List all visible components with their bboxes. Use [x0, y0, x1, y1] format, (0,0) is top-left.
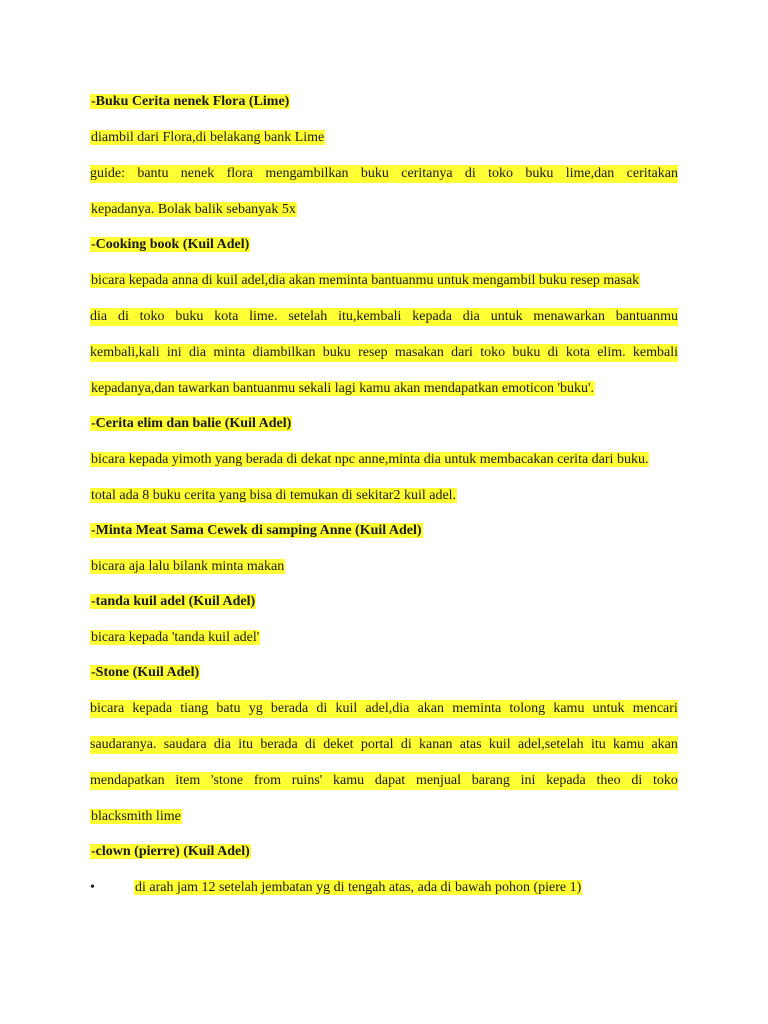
word: theo: [596, 773, 621, 788]
word: kuil: [335, 701, 358, 716]
text-line-justified: [90, 308, 678, 326]
word: kamu: [553, 701, 585, 716]
word: toko: [652, 773, 678, 788]
word: ceritanya: [401, 166, 453, 181]
word: setelah: [288, 309, 328, 324]
word: atas: [459, 737, 482, 752]
word: di: [305, 737, 316, 752]
word: batu: [216, 701, 241, 716]
text-line: kepadanya,dan tawarkan bantuanmu sekali lagi kamu akan mendapatkan emoticon 'buku'.: [91, 381, 595, 396]
word: kembali,kali: [90, 345, 160, 360]
word: tiang: [180, 701, 209, 716]
text-line-justified: [90, 344, 678, 362]
word: di: [400, 737, 412, 752]
word: yg: [248, 701, 263, 716]
text-line: bicara kepada yimoth yang berada di dekat npc anne,minta dia untuk membacakan cerita dari buku.: [91, 452, 649, 467]
word: di: [464, 166, 476, 181]
word: diambilkan: [252, 345, 316, 360]
word: dia: [90, 309, 108, 324]
word: from: [253, 773, 282, 788]
section-heading: -tanda kuil adel (Kuil Adel): [91, 594, 256, 609]
word: mencari: [632, 701, 678, 716]
word: itu: [590, 737, 606, 752]
word: toko: [139, 309, 165, 324]
word: kepada: [412, 309, 452, 324]
bullet-item-text: di arah jam 12 setelah jembatan yg di tengah atas, ada di bawah pohon (piere 1): [135, 880, 582, 895]
word: buku: [175, 309, 204, 324]
word: kuil: [488, 737, 511, 752]
word: berada: [260, 737, 298, 752]
word: mengambilkan: [265, 166, 349, 181]
section-heading: -Cooking book (Kuil Adel): [91, 237, 250, 252]
word: kamu: [613, 737, 645, 752]
word: 'stone: [211, 773, 244, 788]
word: kanan: [419, 737, 453, 752]
section-heading: -Cerita elim dan balie (Kuil Adel): [91, 416, 292, 431]
word: itu: [238, 737, 254, 752]
word: dia: [213, 737, 231, 752]
word: di: [316, 701, 328, 716]
word: dia: [462, 309, 480, 324]
word: barang: [471, 773, 510, 788]
word: di: [117, 309, 129, 324]
section-heading: -Buku Cerita nenek Flora (Lime): [91, 94, 290, 109]
word: toko: [480, 345, 506, 360]
word: mendapatkan: [90, 773, 165, 788]
word: untuk: [490, 309, 523, 324]
word: lime,dan: [565, 166, 615, 181]
word: kamu: [333, 773, 365, 788]
word: bicara: [90, 701, 125, 716]
text-line: blacksmith lime: [91, 809, 181, 824]
text-line-justified: [90, 165, 678, 183]
word: nenek: [180, 166, 215, 181]
word: menawarkan: [533, 309, 605, 324]
word: berada: [270, 701, 309, 716]
word: ceritakan: [626, 166, 678, 181]
word: kota: [214, 309, 239, 324]
word: resep: [358, 345, 388, 360]
text-line: bicara kepada anna di kuil adel,dia akan meminta bantuanmu untuk mengambil buku resep masak: [91, 273, 640, 288]
section-heading: -Minta Meat Sama Cewek di samping Anne (Kuil Adel): [91, 523, 422, 538]
word: buku: [360, 166, 389, 181]
word: ini: [520, 773, 536, 788]
word: saudara: [163, 737, 207, 752]
word: menjual: [415, 773, 462, 788]
word: dari: [451, 345, 473, 360]
word: dapat: [374, 773, 406, 788]
text-line: bicara aja lalu bilank minta makan: [91, 559, 285, 574]
word: adel,setelah: [517, 737, 584, 752]
word: ruins': [291, 773, 323, 788]
text-line: bicara kepada 'tanda kuil adel': [91, 630, 260, 645]
word: ini: [166, 345, 182, 360]
word: adel,dia: [365, 701, 410, 716]
word: buku: [525, 166, 554, 181]
text-line: total ada 8 buku cerita yang bisa di temukan di sekitar2 kuil adel.: [91, 488, 457, 503]
section-heading: -Stone (Kuil Adel): [91, 665, 200, 680]
word: masakan: [394, 345, 444, 360]
word: saudaranya.: [90, 737, 157, 752]
text-line: diambil dari Flora,di belakang bank Lime: [91, 130, 325, 145]
word: bantuanmu: [615, 309, 678, 324]
word: portal: [360, 737, 394, 752]
word: bantu: [137, 166, 169, 181]
word: kepada: [132, 701, 173, 716]
text-line-justified: [90, 700, 678, 718]
word: buku: [322, 345, 351, 360]
word: tolong: [509, 701, 546, 716]
word: kota: [565, 345, 590, 360]
word: elim.: [597, 345, 626, 360]
text-line-justified: [90, 736, 678, 754]
word: guide:: [90, 166, 125, 181]
word: meminta: [452, 701, 502, 716]
word: deket: [323, 737, 354, 752]
word: itu,kembali: [338, 309, 402, 324]
bullet-marker: •: [90, 880, 95, 895]
word: toko: [488, 166, 514, 181]
text-line: kepadanya. Bolak balik sebanyak 5x: [91, 202, 296, 217]
text-line-justified: [90, 772, 678, 790]
word: di: [547, 345, 559, 360]
word: minta: [213, 345, 246, 360]
word: di: [631, 773, 643, 788]
word: lime.: [249, 309, 278, 324]
word: akan: [651, 737, 678, 752]
word: akan: [417, 701, 444, 716]
word: kembali: [632, 345, 678, 360]
word: kepada: [546, 773, 586, 788]
section-heading: -clown (pierre) (Kuil Adel): [91, 844, 250, 859]
word: buku: [512, 345, 541, 360]
word: item: [175, 773, 201, 788]
word: dia: [188, 345, 207, 360]
word: flora: [226, 166, 254, 181]
word: untuk: [592, 701, 625, 716]
